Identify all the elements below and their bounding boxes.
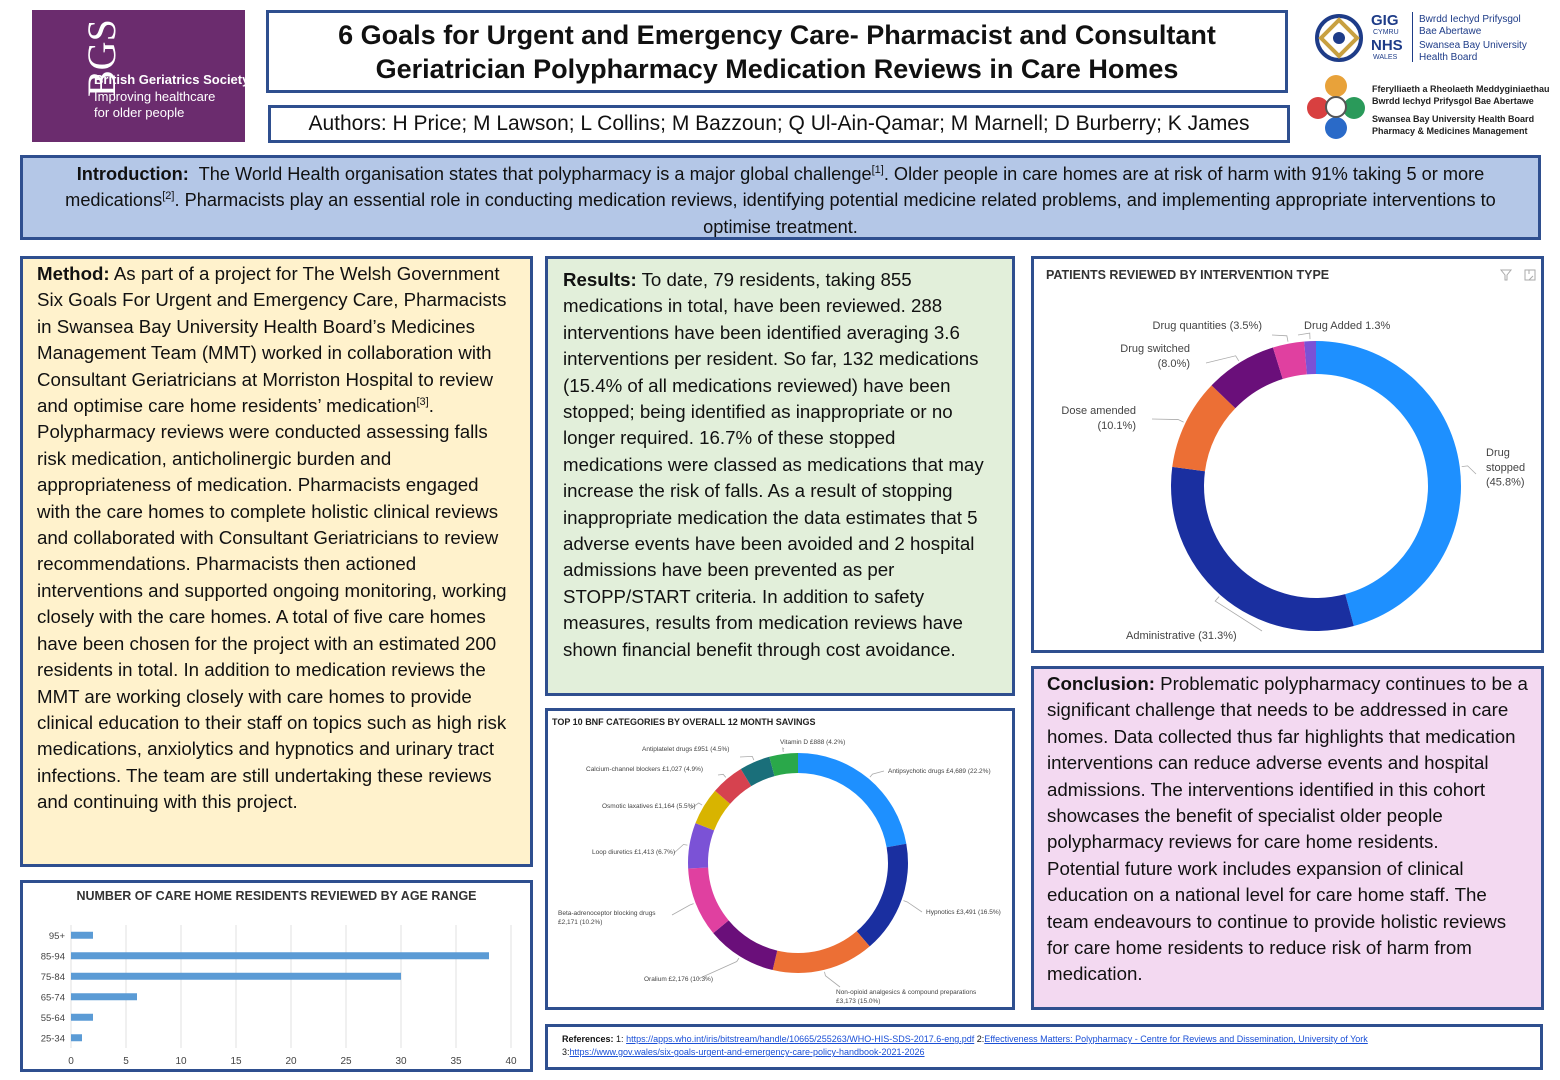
x-tick-label: 0: [68, 1056, 74, 1067]
slice-oralium: [713, 920, 777, 970]
bar-chart-svg: [23, 883, 530, 1069]
board-english: Swansea Bay University: [1419, 40, 1527, 51]
citation: [2]: [162, 190, 175, 203]
wales-text: WALES: [1373, 54, 1398, 61]
method-text: . Polypharmacy reviews were conducted assessing falls risk medication, anticholinergic burden and appropriateness of medication. Pharmacists engaged with the care homes to complete holistic clinical reviews and collaborated with Consultant Geriatricians to review recommendations. Pharmacists then actioned interventions and supported ongoing monitoring, working closely with the care homes. A total of five care homes have been chosen for the project with an estimated 200 residents in total. In addition to medication reviews the MMT are working closely with care homes to provide clinical education to their staff on topics such as high risk medications, anxiolytics and hypnotics and urinary tract infections. The team are still undertaking these reviews and continuing with this project.: [37, 395, 507, 813]
bgs-monogram-icon: [40, 19, 124, 130]
x-tick-label: 20: [285, 1056, 297, 1067]
y-tick-label: 75-84: [40, 971, 65, 983]
ref-number: 2:: [976, 1034, 985, 1044]
reference-link-3[interactable]: https://www.gov.wales/six-goals-urgent-and-emergency-care-policy-handbook-2021-2026: [569, 1047, 925, 1057]
method-heading: Method:: [37, 263, 110, 284]
slice-hypnotics: [857, 844, 908, 947]
y-tick-label: 85-94: [40, 951, 65, 963]
method-text: As part of a project for The Welsh Government Six Goals For Urgent and Emergency Care, Pharmacists in Swansea Bay University Health Board’s Medicines Management Team (MMT) worked in collaboration with Consultant Geriatricians at Morriston Hospital to review and optimise care home residents’ medication: [37, 263, 507, 417]
ref-number: 3:: [562, 1047, 570, 1057]
nhs-wales-logo: [1305, 8, 1545, 68]
slice-label-drug-stopped: Drug stopped (45.8%): [1486, 447, 1526, 489]
mm-english: Pharmacy & Medicines Management: [1372, 126, 1528, 136]
slice-label-drug-added: Drug Added 1.3%: [1304, 320, 1391, 332]
slice-label-drug-switched: Drug switched (8.0%): [1120, 343, 1190, 370]
conclusion-text: Problematic polypharmacy continues to be a significant challenge that needs to be addressed in care homes. Data collected thus far highlights that medication interventions can reduce adverse events and hospital admissions. The interventions identified in this cohort showcases the benefit of specialist older people polypharmacy reviews for care home residents.: [1047, 673, 1528, 853]
slice-label-antiplatelet-drugs: Antiplatelet drugs £951 (4.5%): [642, 746, 730, 753]
bar-95+: [71, 932, 93, 939]
leader-line: [1462, 466, 1476, 474]
slice-label-oralium: Oralium £2,176 (10.3%): [644, 976, 714, 983]
intro-text: . Older people in care homes are at risk of harm with 91% taking 5 or more medications: [65, 164, 1485, 211]
title-line-1: 6 Goals for Urgent and Emergency Care- Pharmacist and Consultant: [338, 19, 1216, 50]
leader-line: [672, 904, 694, 915]
slice-vitamin-d: [769, 753, 798, 776]
slice-administrative: [1171, 467, 1354, 631]
authors: Authors: H Price; M Lawson; L Collins; M Bazzoun; Q Ul-Ain-Qamar; M Marnell; D Burberry; K James: [268, 105, 1290, 143]
slice-label-hypnotics: Hypnotics £3,491 (16.5%): [926, 909, 1001, 916]
leader-line: [903, 901, 922, 912]
bar-75-84: [71, 973, 401, 980]
x-tick-label: 15: [230, 1056, 242, 1067]
results-text: To date, 79 residents, taking 855 medications in total, have been reviewed. 288 interventions have been identified averaging 3.6 interventions per resident. So far, 132 medications (15.4% of all medications reviewed) have been stopped; being identified as inappropriate or no longer required. 16.7% of these stopped medications were classed as medications that may increase the risk of falls. As a result of stopping inappropriate medication the data estimates that 5 adverse events have been avoided and 2 hospital admissions have been prevented as per STOPP/START criteria. In addition to safety measures, results from medication reviews have shown financial benefit through cost avoidance.: [563, 269, 984, 660]
gig-text: GIG: [1371, 12, 1399, 29]
bgs-logo: [32, 10, 250, 142]
intro-text: The World Health organisation states that polypharmacy is a major global challenge: [198, 164, 872, 184]
board-english: Health Board: [1419, 52, 1478, 63]
bnf-savings-chart: [545, 708, 1015, 1010]
dragon-emblem-icon: [1311, 10, 1367, 66]
y-tick-label: 95+: [48, 930, 65, 942]
x-tick-label: 30: [395, 1056, 407, 1067]
slice-beta-adrenoceptor-blocking-drugs: [688, 868, 729, 934]
conclusion-future-work: Potential future work includes expansion of clinical education on a national level for care home staff. The team endeavours to continue to provide holistic reviews for care home residents to reduce risk of harm from medication.: [1047, 857, 1507, 985]
slice-label-dose-amended: Dose amended (10.1%): [1061, 405, 1136, 432]
svg-text:BGS: BGS: [79, 19, 124, 97]
bar-55-64: [71, 1014, 93, 1021]
x-tick-label: 5: [123, 1056, 129, 1067]
leader-line: [1152, 419, 1184, 422]
bgs-tagline: Improving healthcare: [94, 89, 216, 104]
bgs-tagline: for older people: [94, 105, 185, 120]
age-range-chart: [20, 880, 533, 1072]
mm-welsh: Bwrdd Iechyd Prifysgol Bae Abertawe: [1372, 96, 1534, 106]
y-tick-label: 55-64: [40, 1012, 65, 1024]
donut-chart-svg: [548, 711, 1012, 1007]
leader-line: [870, 771, 884, 777]
medicines-management-logo: [1300, 72, 1550, 144]
leader-line: [718, 774, 726, 777]
bar-25-34: [71, 1034, 82, 1041]
conclusion-section: [1031, 666, 1544, 1010]
intervention-type-chart: [1031, 256, 1544, 653]
slice-label-calcium-channel-blockers: Calcium-channel blockers £1,027 (4.9%): [586, 766, 704, 773]
chart-title: PATIENTS REVIEWED BY INTERVENTION TYPE: [1046, 268, 1330, 282]
references-label: References:: [562, 1034, 614, 1044]
slice-label-non-opioid-analgesics-compound-preparations: Non-opioid analgesics & compound preparations £3,173 (15.0%): [836, 989, 977, 1005]
leader-line: [1298, 333, 1310, 339]
leader-line: [740, 756, 754, 760]
chart-title: NUMBER OF CARE HOME RESIDENTS REVIEWED BY AGE RANGE: [76, 889, 477, 903]
bgs-name: British Geriatrics Society: [94, 72, 250, 87]
reference-link-2[interactable]: Effectiveness Matters: Polypharmacy - Centre for Reviews and Dissemination, University of York: [984, 1034, 1368, 1044]
slice-label-vitamin-d: Vitamin D £888 (4.2%): [780, 739, 846, 746]
board-welsh: Bae Abertawe: [1419, 26, 1482, 37]
slice-label-loop-diuretics: Loop diuretics £1,413 (6.7%): [592, 849, 676, 856]
slice-label-drug-quantities: Drug quantities (3.5%): [1152, 320, 1262, 332]
leader-line: [1206, 356, 1239, 363]
method-section: [20, 256, 533, 867]
references-section: [545, 1024, 1543, 1070]
chart-title: TOP 10 BNF CATEGORIES BY OVERALL 12 MONTH SAVINGS: [552, 717, 816, 727]
introduction-section: [20, 155, 1541, 240]
slice-label-beta-adrenoceptor-blocking-drugs: Beta-adrenoceptor blocking drugs £2,171 (10.2%): [558, 910, 656, 926]
x-tick-label: 40: [505, 1056, 517, 1067]
slice-loop-diuretics: [688, 823, 714, 868]
citation: [1]: [871, 163, 884, 176]
slice-non-opioid-analgesics-compound-preparations: [773, 931, 870, 973]
board-welsh: Bwrdd Iechyd Prifysgol: [1419, 14, 1521, 25]
results-heading: Results:: [563, 269, 637, 290]
mm-english: Swansea Bay University Health Board: [1372, 114, 1535, 124]
x-tick-label: 35: [450, 1056, 462, 1067]
bar-65-74: [71, 993, 137, 1000]
reference-link-1[interactable]: https://apps.who.int/iris/bitstream/handle/10665/255263/WHO-HIS-SDS-2017.6-eng.pdf: [626, 1034, 975, 1044]
donut-chart-svg: [1034, 259, 1541, 650]
slice-label-osmotic-laxatives: Osmotic laxatives £1,164 (5.5%): [602, 803, 696, 810]
slice-label-antipsychotic-drugs: Antipsychotic drugs £4,689 (22.2%): [888, 768, 991, 775]
pharmacy-emblem-icon: [1304, 72, 1368, 142]
results-section: [545, 256, 1015, 696]
title-line-2: Geriatrician Polypharmacy Medication Reviews in Care Homes: [375, 53, 1179, 84]
bar-85-94: [71, 952, 489, 959]
slice-label-administrative: Administrative (31.3%): [1126, 630, 1237, 642]
leader-line: [783, 748, 784, 752]
leader-line: [1272, 335, 1288, 342]
leader-line: [824, 972, 840, 987]
citation: [3]: [416, 395, 429, 408]
ref-number: 1:: [616, 1034, 624, 1044]
intro-text: . Pharmacists play an essential role in conducting medication reviews, identifying potential medicine related problems, and implementing appropriate interventions to optimise treatment.: [174, 190, 1496, 237]
conclusion-heading: Conclusion:: [1047, 673, 1155, 694]
y-tick-label: 65-74: [40, 992, 65, 1004]
mm-welsh: Fferylliaeth a Rheolaeth Meddyginiaethau: [1372, 84, 1550, 94]
cymru-text: CYMRU: [1373, 29, 1399, 36]
slice-drug-stopped: [1316, 341, 1461, 626]
x-tick-label: 10: [175, 1056, 187, 1067]
y-tick-label: 25-34: [40, 1033, 65, 1045]
intro-heading: Introduction:: [76, 164, 189, 184]
nhs-text: NHS: [1371, 37, 1403, 54]
poster-title: [266, 10, 1288, 93]
x-tick-label: 25: [340, 1056, 352, 1067]
leader-line: [674, 844, 687, 853]
